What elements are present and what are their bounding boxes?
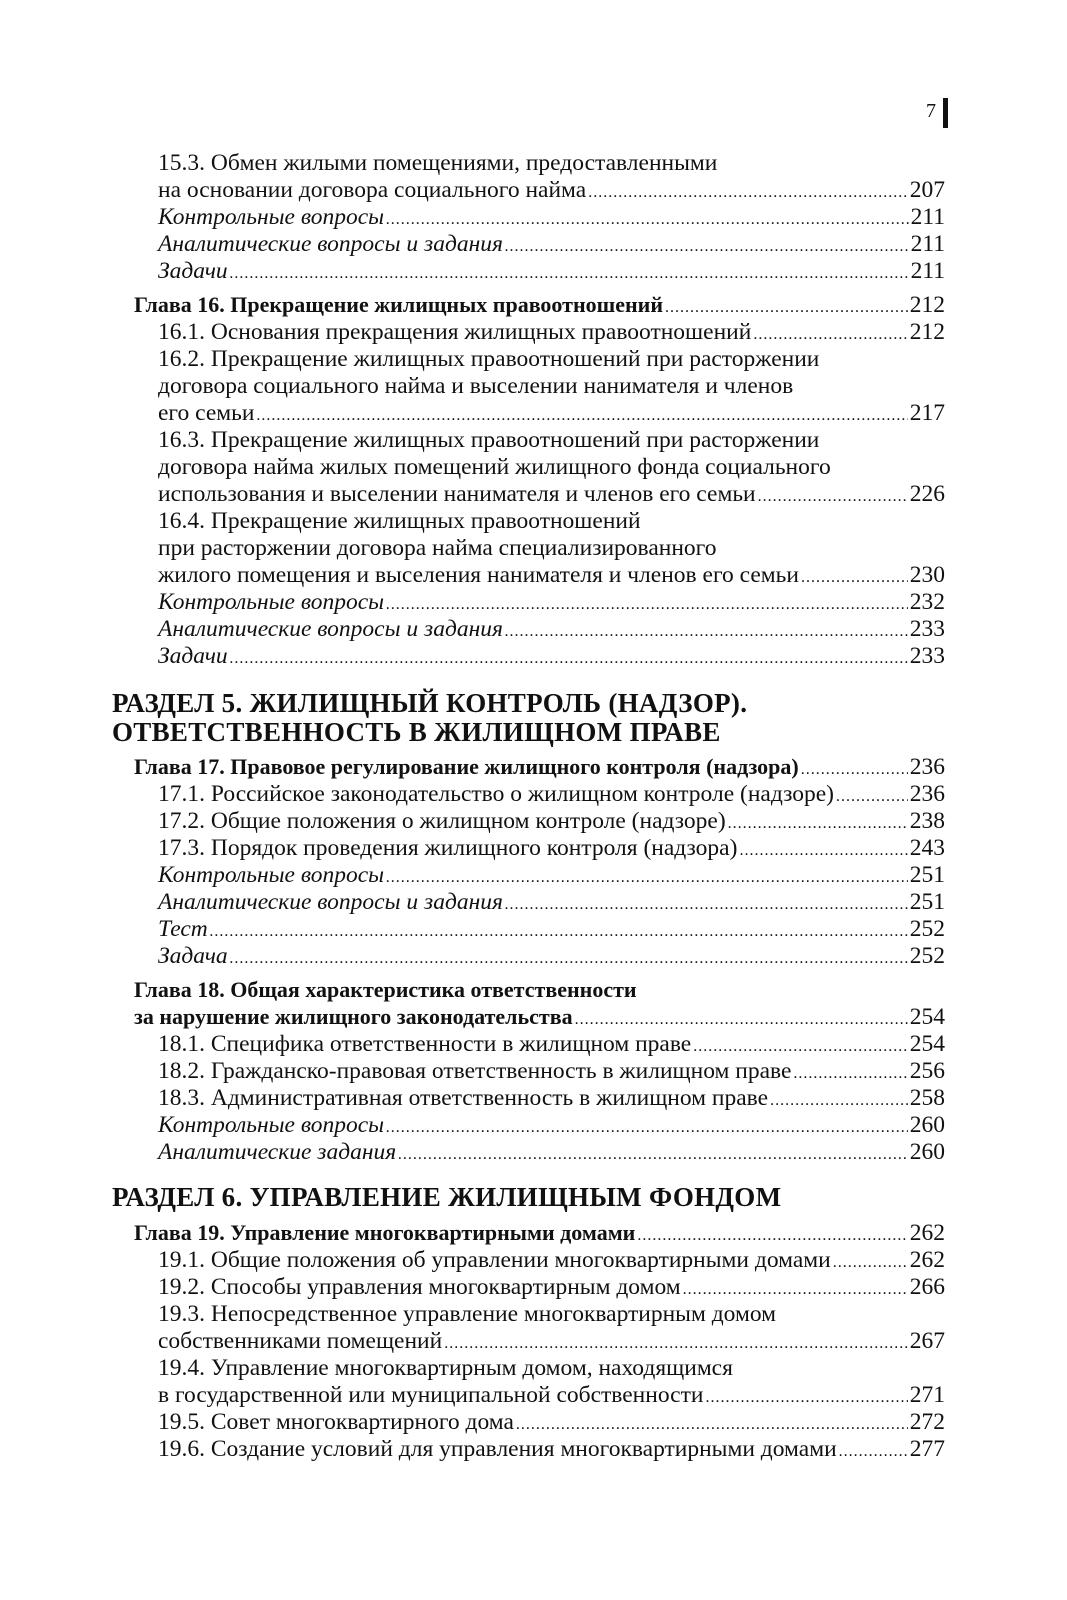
- toc-page-number: 211: [910, 231, 945, 257]
- toc-page-number: 212: [909, 319, 945, 345]
- toc-page-number: 266: [909, 1274, 945, 1300]
- toc-entry[interactable]: [158, 177, 945, 206]
- toc-entry-text: 19.5. Совет многоквартирного дома: [158, 1409, 514, 1435]
- toc-entry[interactable]: [158, 1139, 945, 1168]
- toc-page-number: 217: [909, 400, 945, 426]
- toc-entry-line: договора найма жилых помещений жилищного фонда социального: [158, 454, 831, 480]
- toc-entry[interactable]: [158, 916, 945, 945]
- toc-entry-line: 19.3. Непосредственное управление многоквартирным домом: [158, 1301, 777, 1327]
- section-heading: РАЗДЕЛ 6. УПРАВЛЕНИЕ ЖИЛИЩНЫМ ФОНДОМ: [112, 1182, 782, 1212]
- toc-entry-text: Аналитические вопросы и задания: [158, 889, 503, 915]
- toc-entry-line: при расторжении договора найма специализированного: [158, 535, 717, 561]
- toc-entry-line: 16.2. Прекращение жилищных правоотношений при расторжении: [158, 346, 820, 372]
- toc-entry[interactable]: [158, 1274, 945, 1303]
- toc-entry-text: Контрольные вопросы: [158, 862, 385, 888]
- toc-entry-line: 16.4. Прекращение жилищных правоотношений: [158, 508, 641, 534]
- toc-page-number: 252: [909, 943, 945, 969]
- section-heading: РАЗДЕЛ 5. ЖИЛИЩНЫЙ КОНТРОЛЬ (НАДЗОР).: [112, 688, 748, 718]
- toc-entry[interactable]: [158, 835, 945, 864]
- toc-page-number: 260: [909, 1139, 945, 1165]
- toc-entry-text: Аналитические вопросы и задания: [158, 231, 503, 257]
- toc-entry-text: использования и выселении нанимателя и членов его семьи: [158, 481, 756, 507]
- toc-entry[interactable]: [158, 589, 945, 618]
- toc-page-number: 256: [909, 1058, 945, 1084]
- toc-entry-text: его семьи: [158, 400, 255, 426]
- toc-entry[interactable]: [158, 481, 945, 510]
- toc-entry-text: Контрольные вопросы: [158, 204, 385, 230]
- toc-entry-text: Аналитические вопросы и задания: [158, 616, 503, 642]
- toc-chapter-title: Глава 19. Управление многоквартирными домами: [134, 1220, 636, 1245]
- toc-entry-text: Задачи: [158, 258, 228, 284]
- toc-entry[interactable]: [158, 1328, 945, 1357]
- toc-page-number: 272: [909, 1409, 945, 1435]
- toc-page-number: 207: [909, 177, 945, 203]
- toc-entry-text: 18.1. Специфика ответственности в жилищном праве: [158, 1031, 692, 1057]
- section-heading: ОТВЕТСТВЕННОСТЬ В ЖИЛИЩНОМ ПРАВЕ: [112, 717, 721, 747]
- toc-entry-text: 17.2. Общие положения о жилищном контроле (надзоре): [158, 808, 726, 834]
- toc-page-number: 277: [909, 1436, 945, 1462]
- toc-page-number: 251: [909, 889, 945, 915]
- toc-page-number: 251: [909, 862, 945, 888]
- toc-entry[interactable]: [158, 1436, 945, 1465]
- page-number-bar: [943, 98, 948, 128]
- toc-page-number: 262: [909, 1220, 945, 1246]
- toc-entry[interactable]: [158, 643, 945, 672]
- toc-entry-text: 19.2. Способы управления многоквартирным домом: [158, 1274, 681, 1300]
- toc-entry-text: 16.1. Основания прекращения жилищных правоотношений: [158, 319, 752, 345]
- toc-entry[interactable]: [158, 1112, 945, 1141]
- toc-chapter[interactable]: [134, 754, 945, 783]
- toc-entry-line: 16.3. Прекращение жилищных правоотношений при расторжении: [158, 427, 820, 453]
- toc-page-number: 212: [909, 292, 945, 318]
- toc-entry-text: Тест: [158, 916, 208, 942]
- toc-page-number: 262: [909, 1247, 945, 1273]
- toc-entry-line: 19.4. Управление многоквартирным домом, находящимся: [158, 1355, 733, 1381]
- toc-entry[interactable]: [158, 1247, 945, 1276]
- toc-page-number: 226: [909, 481, 945, 507]
- toc-page-number: 232: [909, 589, 945, 615]
- toc-entry[interactable]: [158, 943, 945, 972]
- toc-page-number: 233: [909, 643, 945, 669]
- toc-page-number: 254: [909, 1031, 945, 1057]
- toc-page-number: 211: [910, 204, 945, 230]
- toc-entry[interactable]: [158, 781, 945, 810]
- toc-entry-text: 18.3. Административная ответственность в жилищном праве: [158, 1085, 769, 1111]
- toc-entry-text: 17.3. Порядок проведения жилищного контроля (надзора): [158, 835, 738, 861]
- toc-page-number: 236: [909, 754, 945, 780]
- toc-entry-text: Контрольные вопросы: [158, 589, 385, 615]
- toc-entry[interactable]: [158, 562, 945, 591]
- toc-entry-text: Аналитические задания: [158, 1139, 397, 1165]
- toc-chapter-title: за нарушение жилищного законодательства: [134, 1004, 573, 1029]
- toc-entry[interactable]: [158, 1058, 945, 1087]
- toc-entry-text: Контрольные вопросы: [158, 1112, 385, 1138]
- toc-entry[interactable]: [158, 204, 945, 233]
- toc-entry[interactable]: [158, 1085, 945, 1114]
- toc-entry-line: 15.3. Обмен жилыми помещениями, предоставленными: [158, 150, 718, 176]
- toc-entry[interactable]: [158, 231, 945, 260]
- toc-entry-text: жилого помещения и выселения нанимателя и членов его семьи: [158, 562, 799, 588]
- toc-chapter-title: Глава 17. Правовое регулирование жилищного контроля (надзора): [134, 754, 799, 779]
- toc-entry-text: 18.2. Гражданско-правовая ответственность в жилищном праве: [158, 1058, 792, 1084]
- toc-entry[interactable]: [158, 258, 945, 287]
- toc-page-number: 238: [909, 808, 945, 834]
- toc-entry[interactable]: [158, 616, 945, 645]
- toc-entry-text: в государственной или муниципальной собственности: [158, 1382, 704, 1408]
- toc-page-number: 271: [909, 1382, 945, 1408]
- toc-entry-line: договора социального найма и выселении нанимателя и членов: [158, 373, 794, 399]
- toc-page-number: 252: [909, 916, 945, 942]
- toc-chapter[interactable]: [134, 1220, 945, 1249]
- toc-page-number: 258: [909, 1085, 945, 1111]
- toc-page-number: 211: [910, 258, 945, 284]
- toc-entry[interactable]: [158, 400, 945, 429]
- toc-page-number: 254: [909, 1004, 945, 1030]
- toc-entry[interactable]: [158, 889, 945, 918]
- toc-entry[interactable]: [158, 1382, 945, 1411]
- toc-page-number: 236: [909, 781, 945, 807]
- toc-chapter-title: Глава 16. Прекращение жилищных правоотношений: [134, 292, 663, 317]
- toc-entry-text: Задача: [158, 943, 228, 969]
- toc-page-number: 233: [909, 616, 945, 642]
- toc-page-number: 260: [909, 1112, 945, 1138]
- page-number: 7: [926, 100, 936, 122]
- toc-entry[interactable]: [158, 808, 945, 837]
- toc-chapter[interactable]: [134, 1004, 945, 1033]
- toc-entry-text: собственниками помещений: [158, 1328, 443, 1354]
- toc-chapter[interactable]: [134, 292, 945, 321]
- toc-entry-text: 19.6. Создание условий для управления многоквартирными домами: [158, 1436, 837, 1462]
- toc-page-number: 267: [909, 1328, 945, 1354]
- toc-entry-text: 19.1. Общие положения об управлении многоквартирными домами: [158, 1247, 831, 1273]
- toc-entry-text: на основании договора социального найма: [158, 177, 587, 203]
- toc-entry[interactable]: [158, 862, 945, 891]
- toc-page-number: 243: [909, 835, 945, 861]
- toc-entry[interactable]: [158, 1031, 945, 1060]
- toc-entry-text: 17.1. Российское законодательство о жилищном контроле (надзоре): [158, 781, 834, 807]
- toc-chapter-line: Глава 18. Общая характеристика ответственности: [134, 977, 637, 1002]
- toc-entry[interactable]: [158, 319, 945, 348]
- toc-entry[interactable]: [158, 1409, 945, 1438]
- toc-entry-text: Задачи: [158, 643, 228, 669]
- toc-page-number: 230: [909, 562, 945, 588]
